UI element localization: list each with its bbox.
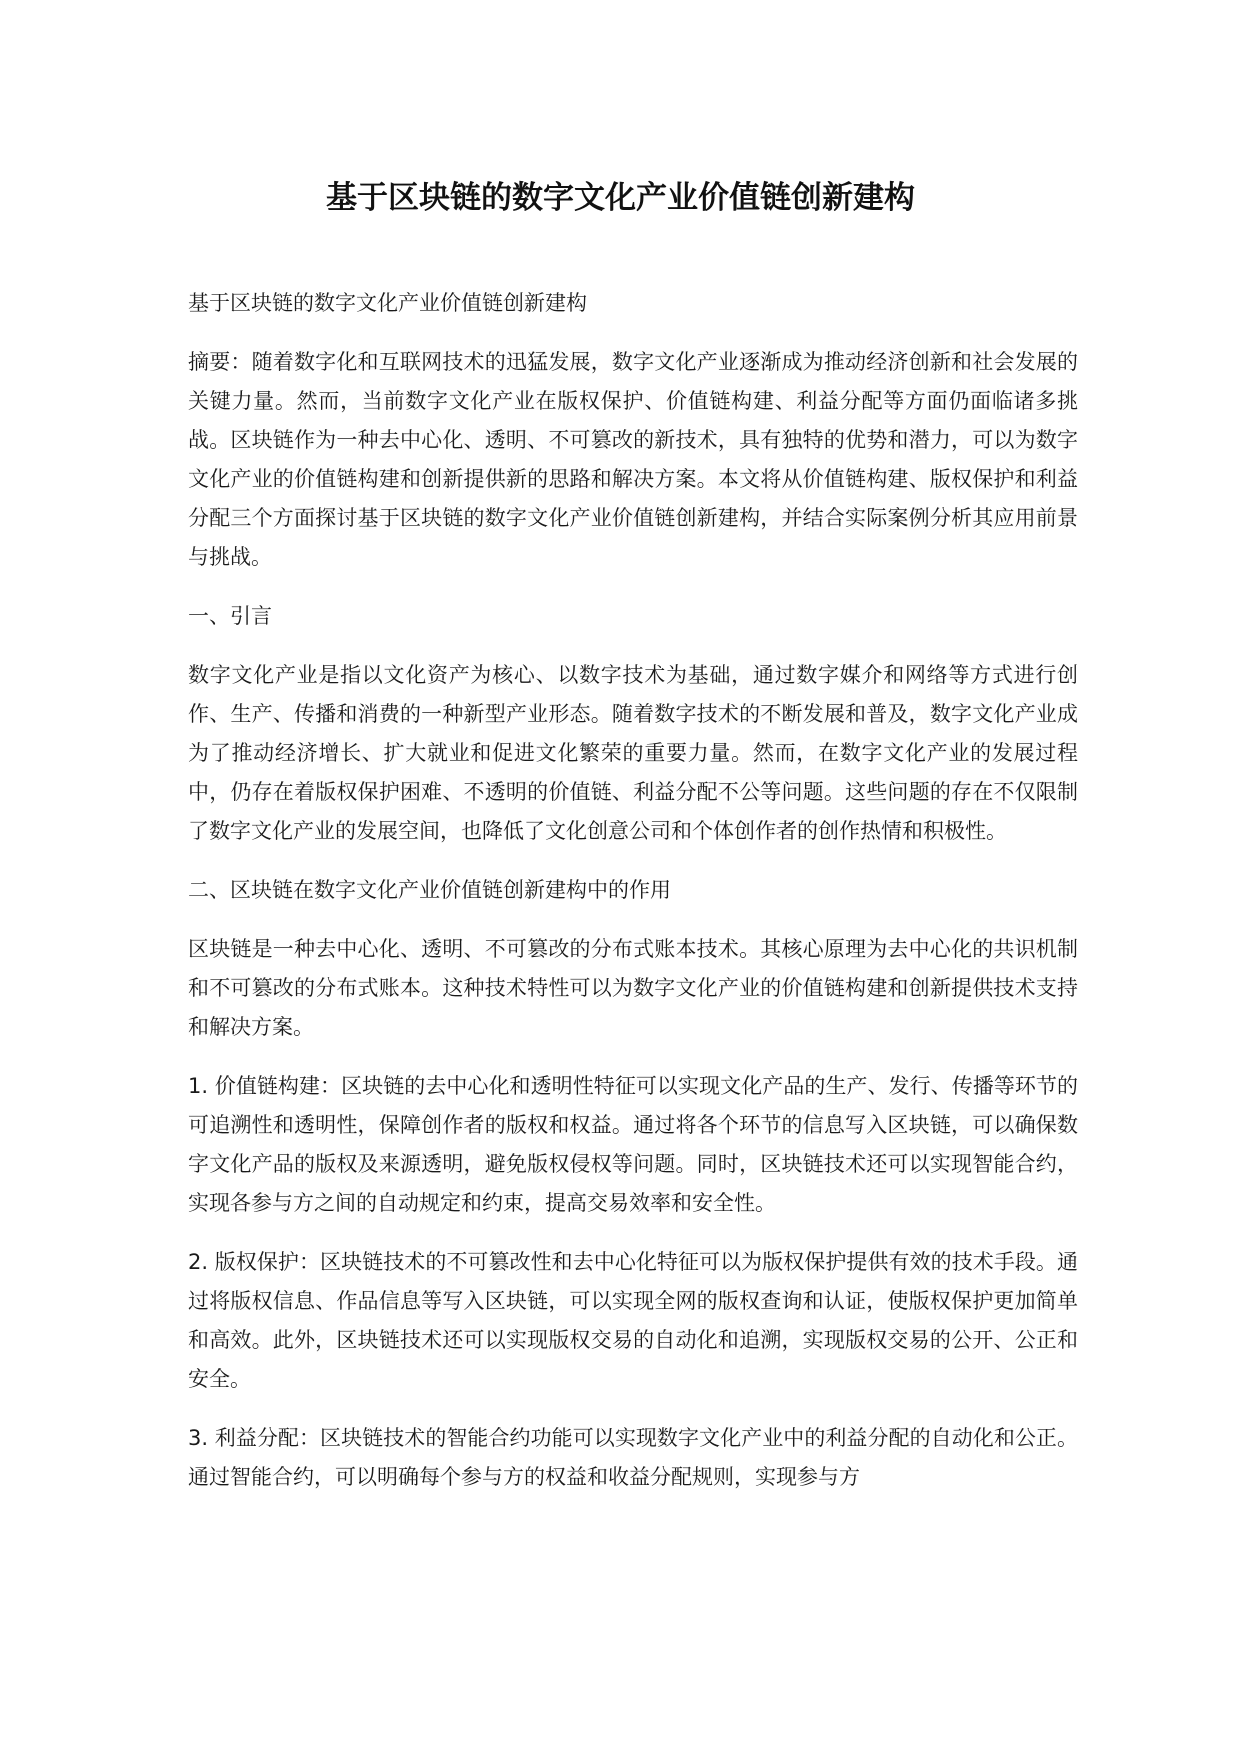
abstract-paragraph: 摘要：随着数字化和互联网技术的迅猛发展，数字文化产业逐渐成为推动经济创新和社会发展的关键力量。然而，当前数字文化产业在版权保护、价值链构建、利益分配等方面仍面临诸多挑战。区块链作为一种去中心化、透明、不可篡改的新技术，具有独特的优势和潜力，可以为数字文化产业的价值链构建和创新提供新的思路和解决方案。本文将从价值链构建、版权保护和利益分配三个方面探讨基于区块链的数字文化产业价值链创新建构，并结合实际案例分析其应用前景与挑战。 — [188, 350, 1078, 569]
section-heading-blockchain-role: 二、区块链在数字文化产业价值链创新建构中的作用 — [188, 878, 671, 902]
list-item-value-chain: 1. 价值链构建：区块链的去中心化和透明性特征可以实现文化产品的生产、发行、传播等环节的可追溯性和透明性，保障创作者的版权和权益。通过将各个环节的信息写入区块链，可以确保数字文化产品的版权及来源透明，避免版权侵权等问题。同时，区块链技术还可以实现智能合约，实现各参与方之间的自动规定和约束，提高交易效率和安全性。 — [188, 1074, 1078, 1215]
document-body — [188, 284, 1078, 1517]
list-item-copyright-protection: 2. 版权保护：区块链技术的不可篡改性和去中心化特征可以为版权保护提供有效的技术手段。通过将版权信息、作品信息等写入区块链，可以实现全网的版权查询和认证，使版权保护更加简单和高效。此外，区块链技术还可以实现版权交易的自动化和追溯，实现版权交易的公开、公正和安全。 — [188, 1250, 1078, 1391]
document-title: 基于区块链的数字文化产业价值链创新建构 — [326, 180, 915, 216]
blockchain-role-paragraph: 区块链是一种去中心化、透明、不可篡改的分布式账本技术。其核心原理为去中心化的共识机制和不可篡改的分布式账本。这种技术特性可以为数字文化产业的价值链构建和创新提供技术支持和解决方案。 — [188, 937, 1078, 1039]
list-item-profit-distribution: 3. 利益分配：区块链技术的智能合约功能可以实现数字文化产业中的利益分配的自动化和公正。通过智能合约，可以明确每个参与方的权益和收益分配规则，实现参与方 — [188, 1426, 1078, 1489]
document-subtitle: 基于区块链的数字文化产业价值链创新建构 — [188, 291, 587, 315]
section-heading-introduction: 一、引言 — [188, 604, 272, 628]
introduction-paragraph: 数字文化产业是指以文化资产为核心、以数字技术为基础，通过数字媒介和网络等方式进行创作、生产、传播和消费的一种新型产业形态。随着数字技术的不断发展和普及，数字文化产业成为了推动经济增长、扩大就业和促进文化繁荣的重要力量。然而，在数字文化产业的发展过程中，仍存在着版权保护困难、不透明的价值链、利益分配不公等问题。这些问题的存在不仅限制了数字文化产业的发展空间，也降低了文化创意公司和个体创作者的创作热情和积极性。 — [188, 663, 1078, 843]
